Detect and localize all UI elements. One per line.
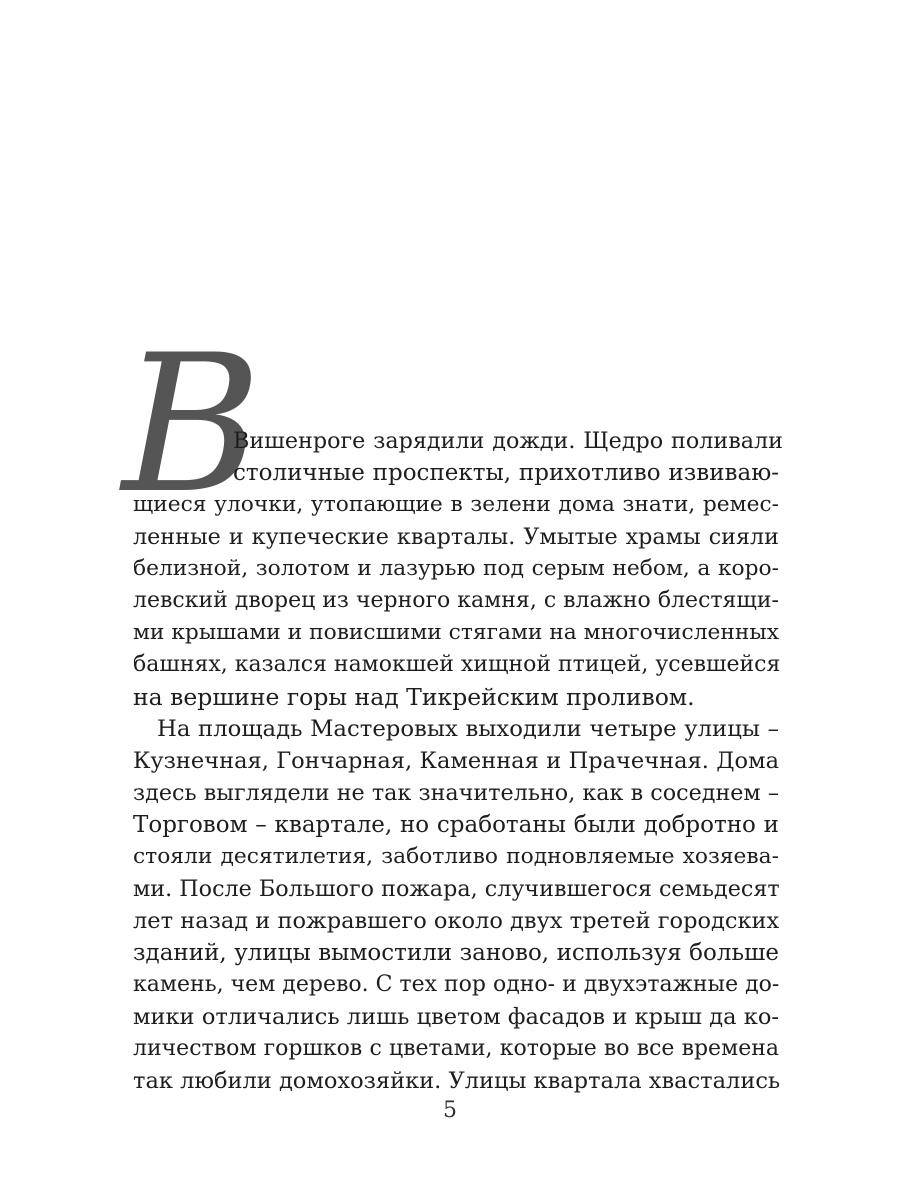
text-line: камень, чем дерево. С тех пор одно- и двухэтажные до- xyxy=(133,972,780,997)
text-line: так любили домохозяйки. Улицы квартала хвастались xyxy=(133,1068,781,1094)
text-line: ленные и купеческие кварталы. Умытые храмы сияли xyxy=(133,524,779,550)
text-line: щиеся улочки, утопающие в зелени дома знати, ремес- xyxy=(133,492,779,517)
text-line: Вишенроге зарядили дожди. Щедро поливали xyxy=(233,428,783,454)
text-line: лет назад и пожравшего около двух третей городских xyxy=(133,908,780,934)
text-line: Кузнечная, Гончарная, Каменная и Прачечная. Дома xyxy=(133,748,779,774)
text-line: стояли десятилетия, заботливо подновляемые хозяева- xyxy=(133,844,779,869)
drop-cap-letter: В xyxy=(122,314,262,535)
text-line: мики отличались лишь цветом фасадов и крыш да ко- xyxy=(133,1004,779,1030)
text-line: на вершине горы над Тикрейским проливом. xyxy=(133,683,695,711)
text-line: зданий, улицы вымостили заново, используя больше xyxy=(133,940,779,966)
page-number: 5 xyxy=(443,1098,457,1123)
text-line: левский дворец из черного камня, с влажно блестящи- xyxy=(133,588,779,613)
text-line: башнях, казался намокшей хищной птицей, усевшейся xyxy=(133,652,781,677)
text-line: белизной, золотом и лазурью под серым небом, а коро- xyxy=(133,556,779,581)
text-line: На площадь Мастеровых выходили четыре улицы – xyxy=(157,716,779,742)
text-line: здесь выглядели не так значительно, как в соседнем – xyxy=(133,780,779,806)
text-line: ми. После Большого пожара, случившегося семьдесят xyxy=(133,876,780,902)
text-line: Торговом – квартале, но сработаны были добротно и xyxy=(133,812,779,838)
text-line: личеством горшков с цветами, которые во все времена xyxy=(133,1036,779,1061)
text-line: столичные проспекты, прихотливо извиваю- xyxy=(233,460,779,486)
text-line: ми крышами и повисшими стягами на многочисленных xyxy=(133,620,779,645)
